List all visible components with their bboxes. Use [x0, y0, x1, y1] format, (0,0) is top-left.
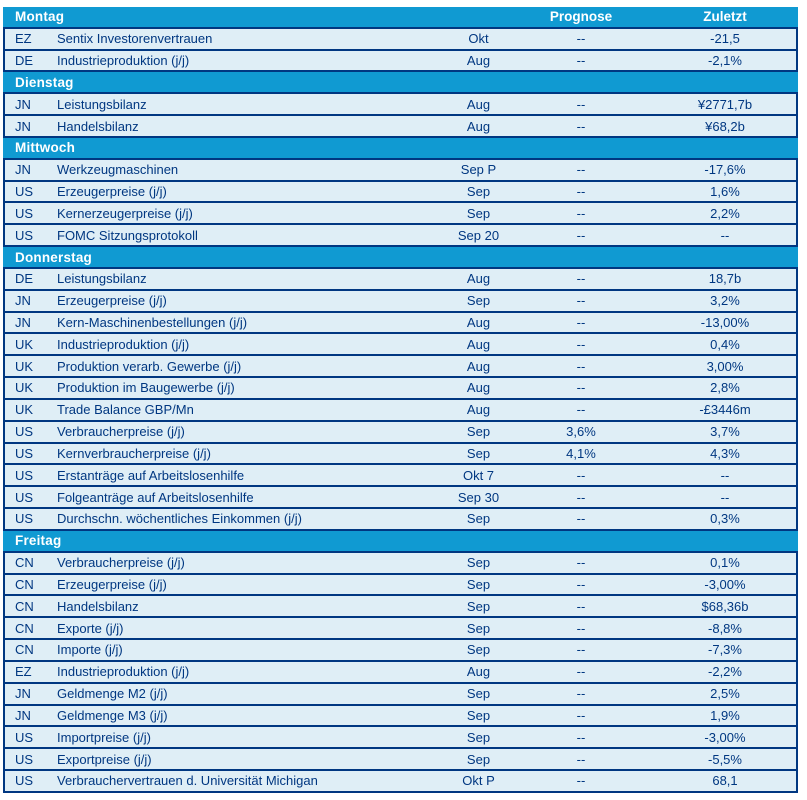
zuletzt-cell: -3,00% [704, 576, 746, 592]
period-cell: Sep [466, 751, 491, 767]
event-name: Exporte (j/j) [57, 620, 124, 636]
event-name: Erstanträge auf Arbeitslosenhilfe [57, 467, 245, 483]
zuletzt-cell: -- [720, 227, 730, 243]
zuletzt-cell: 2,5% [710, 686, 740, 702]
period-cell: Sep [466, 293, 491, 309]
prognose-cell: -- [576, 315, 586, 330]
country-code: CN [15, 642, 34, 658]
period-cell: Aug [466, 118, 491, 134]
country-code: JN [15, 118, 31, 134]
event-name: Geldmenge M2 (j/j) [57, 686, 168, 702]
zuletzt-cell: 3,7% [710, 424, 740, 440]
calendar-row [3, 596, 798, 618]
country-code: US [15, 205, 34, 221]
calendar-row [3, 29, 798, 51]
calendar-row [3, 553, 798, 575]
zuletzt-cell: ¥2771,7b [697, 96, 753, 112]
calendar-row [3, 509, 798, 531]
prognose-cell: -- [576, 227, 586, 243]
event-name: Folgeanträge auf Arbeitslosenhilfe [57, 489, 254, 505]
event-name: Erzeugerpreise (j/j) [57, 184, 167, 200]
calendar-row [3, 465, 798, 487]
country-code: EZ [15, 664, 32, 680]
period-cell: Okt P [462, 773, 495, 789]
country-code: JN [15, 293, 31, 309]
prognose-cell: -- [576, 380, 586, 396]
prognose-cell: -- [576, 162, 586, 178]
country-code: US [15, 729, 34, 745]
event-name: Industrieproduktion (j/j) [57, 336, 190, 352]
zuletzt-cell: -2,2% [708, 664, 742, 680]
zuletzt-cell: 1,6% [710, 184, 740, 200]
event-name: Importe (j/j) [57, 642, 123, 658]
calendar-row [3, 487, 798, 509]
country-code: JN [15, 96, 31, 112]
country-code: CN [15, 555, 34, 571]
event-name: Verbraucherpreise (j/j) [57, 555, 185, 571]
event-name: Kernverbraucherpreise (j/j) [57, 445, 211, 461]
event-name: Sentix Investorenvertrauen [57, 31, 213, 47]
period-cell: Sep [466, 184, 491, 200]
period-cell: Sep [466, 707, 491, 723]
event-name: Kernerzeugerpreise (j/j) [57, 205, 193, 221]
period-cell: Aug [466, 336, 491, 352]
country-code: US [15, 773, 34, 789]
day-label: Freitag [15, 533, 62, 549]
country-code: JN [15, 315, 31, 330]
prognose-cell: -- [576, 555, 586, 571]
zuletzt-cell: -8,8% [708, 620, 742, 636]
event-name: Exportpreise (j/j) [57, 751, 152, 767]
prognose-cell: -- [576, 642, 586, 658]
period-cell: Aug [466, 96, 491, 112]
zuletzt-column-header: Zuletzt [703, 9, 747, 25]
zuletzt-cell: -17,6% [704, 162, 746, 178]
period-cell: Aug [466, 664, 491, 680]
period-cell: Sep [466, 729, 491, 745]
period-cell: Sep 20 [457, 227, 500, 243]
prognose-cell: -- [576, 489, 586, 505]
zuletzt-cell: 0,4% [710, 336, 740, 352]
country-code: UK [15, 336, 34, 352]
day-label: Dienstag [15, 74, 74, 90]
period-cell: Sep [466, 576, 491, 592]
period-cell: Sep [466, 424, 491, 440]
event-name: Verbraucherpreise (j/j) [57, 424, 185, 440]
prognose-cell: -- [576, 53, 586, 69]
zuletzt-cell: 2,8% [710, 380, 740, 396]
day-header-row [3, 138, 798, 160]
prognose-cell: -- [576, 576, 586, 592]
event-name: Kern-Maschinenbestellungen (j/j) [57, 315, 248, 330]
event-name: Industrieproduktion (j/j) [57, 664, 190, 680]
zuletzt-cell: -21,5 [710, 31, 740, 47]
zuletzt-cell: -13,00% [700, 315, 750, 330]
prognose-cell: -- [576, 96, 586, 112]
prognose-cell: -- [576, 205, 586, 221]
calendar-row [3, 182, 798, 204]
country-code: JN [15, 162, 31, 178]
calendar-row [3, 575, 798, 597]
zuletzt-cell: 68,1 [712, 773, 738, 789]
zuletzt-cell: 3,00% [706, 358, 744, 374]
zuletzt-cell: -5,5% [708, 751, 742, 767]
prognose-cell: -- [576, 118, 586, 134]
day-label: Montag [15, 9, 65, 25]
zuletzt-cell: 0,3% [710, 511, 740, 527]
period-cell: Sep [466, 511, 491, 527]
calendar-row [3, 356, 798, 378]
zuletzt-cell: 2,2% [710, 205, 740, 221]
calendar-row [3, 334, 798, 356]
country-code: US [15, 424, 34, 440]
country-code: EZ [15, 31, 32, 47]
event-name: Verbrauchervertrauen d. Universität Michigan [57, 773, 318, 789]
prognose-cell: 4,1% [566, 445, 596, 461]
zuletzt-cell: $68,36b [701, 598, 749, 614]
event-name: Industrieproduktion (j/j) [57, 53, 190, 69]
period-cell: Sep [466, 205, 491, 221]
prognose-cell: -- [576, 336, 586, 352]
country-code: US [15, 751, 34, 767]
country-code: DE [15, 53, 34, 69]
calendar-row [3, 422, 798, 444]
calendar-row [3, 444, 798, 466]
country-code: CN [15, 598, 34, 614]
period-cell: Sep 30 [457, 489, 500, 505]
zuletzt-cell: 1,9% [710, 707, 740, 723]
prognose-cell: -- [576, 598, 586, 614]
prognose-cell: -- [576, 707, 586, 723]
prognose-cell: -- [576, 773, 586, 789]
day-label: Mittwoch [15, 140, 76, 156]
day-header-row [3, 72, 798, 94]
prognose-cell: -- [576, 184, 586, 200]
zuletzt-cell: 3,2% [710, 293, 740, 309]
prognose-cell: -- [576, 271, 586, 287]
event-name: Handelsbilanz [57, 118, 139, 134]
event-name: Leistungsbilanz [57, 271, 147, 287]
country-code: CN [15, 620, 34, 636]
event-name: Produktion im Baugewerbe (j/j) [57, 380, 235, 396]
country-code: CN [15, 576, 34, 592]
country-code: UK [15, 380, 34, 396]
prognose-cell: -- [576, 620, 586, 636]
period-cell: Sep [466, 620, 491, 636]
calendar-row [3, 291, 798, 313]
calendar-row [3, 116, 798, 138]
country-code: UK [15, 402, 34, 418]
calendar-row [3, 51, 798, 73]
event-name: Durchschn. wöchentliches Einkommen (j/j) [57, 511, 302, 527]
country-code: US [15, 511, 34, 527]
prognose-cell: -- [576, 729, 586, 745]
zuletzt-cell: 18,7b [708, 271, 742, 287]
calendar-row [3, 727, 798, 749]
event-name: Erzeugerpreise (j/j) [57, 576, 167, 592]
calendar-row [3, 706, 798, 728]
event-name: Importpreise (j/j) [57, 729, 151, 745]
period-cell: Sep [466, 598, 491, 614]
calendar-row [3, 269, 798, 291]
prognose-cell: -- [576, 511, 586, 527]
country-code: US [15, 227, 34, 243]
period-cell: Sep [466, 642, 491, 658]
period-cell: Sep [466, 445, 491, 461]
country-code: DE [15, 271, 34, 287]
zuletzt-cell: -£3446m [699, 402, 751, 418]
calendar-row [3, 618, 798, 640]
calendar-row [3, 313, 798, 335]
calendar-row [3, 203, 798, 225]
calendar-row [3, 400, 798, 422]
prognose-cell: -- [576, 467, 586, 483]
period-cell: Okt 7 [462, 467, 495, 483]
period-cell: Sep [466, 555, 491, 571]
prognose-cell: -- [576, 402, 586, 418]
zuletzt-cell: ¥68,2b [705, 118, 745, 134]
period-cell: Sep P [460, 162, 497, 178]
event-name: Leistungsbilanz [57, 96, 147, 112]
calendar-row [3, 225, 798, 247]
event-name: Werkzeugmaschinen [57, 162, 179, 178]
prognose-cell: 3,6% [566, 424, 596, 440]
zuletzt-cell: -- [720, 489, 730, 505]
country-code: US [15, 184, 34, 200]
zuletzt-cell: 0,1% [710, 555, 740, 571]
zuletzt-cell: -3,00% [704, 729, 746, 745]
calendar-row [3, 94, 798, 116]
country-code: US [15, 467, 34, 483]
period-cell: Aug [466, 271, 491, 287]
period-cell: Sep [466, 686, 491, 702]
event-name: Trade Balance GBP/Mn [57, 402, 194, 418]
zuletzt-cell: 4,3% [710, 445, 740, 461]
calendar-row [3, 684, 798, 706]
event-name: FOMC Sitzungsprotokoll [57, 227, 198, 243]
period-cell: Aug [466, 53, 491, 69]
day-header-row [3, 531, 798, 553]
period-cell: Aug [466, 315, 491, 330]
zuletzt-cell: -7,3% [708, 642, 742, 658]
day-header-row [3, 247, 798, 269]
period-cell: Aug [466, 402, 491, 418]
zuletzt-cell: -- [720, 467, 730, 483]
calendar-row [3, 640, 798, 662]
prognose-cell: -- [576, 358, 586, 374]
calendar-row [3, 378, 798, 400]
country-code: JN [15, 686, 31, 702]
day-header-row [3, 7, 798, 29]
prognose-cell: -- [576, 686, 586, 702]
country-code: US [15, 445, 34, 461]
prognose-column-header: Prognose [549, 9, 613, 25]
calendar-row [3, 771, 798, 793]
period-cell: Okt [468, 31, 489, 47]
prognose-cell: -- [576, 751, 586, 767]
country-code: JN [15, 707, 31, 723]
zuletzt-cell: -2,1% [708, 53, 742, 69]
period-cell: Aug [466, 380, 491, 396]
calendar-row [3, 749, 798, 771]
economic-calendar-table [3, 7, 798, 793]
event-name: Geldmenge M3 (j/j) [57, 707, 168, 723]
calendar-row [3, 662, 798, 684]
country-code: US [15, 489, 34, 505]
period-cell: Aug [466, 358, 491, 374]
prognose-cell: -- [576, 664, 586, 680]
country-code: UK [15, 358, 34, 374]
event-name: Produktion verarb. Gewerbe (j/j) [57, 358, 242, 374]
day-label: Donnerstag [15, 249, 93, 265]
prognose-cell: -- [576, 31, 586, 47]
calendar-row [3, 160, 798, 182]
event-name: Erzeugerpreise (j/j) [57, 293, 167, 309]
prognose-cell: -- [576, 293, 586, 309]
event-name: Handelsbilanz [57, 598, 139, 614]
